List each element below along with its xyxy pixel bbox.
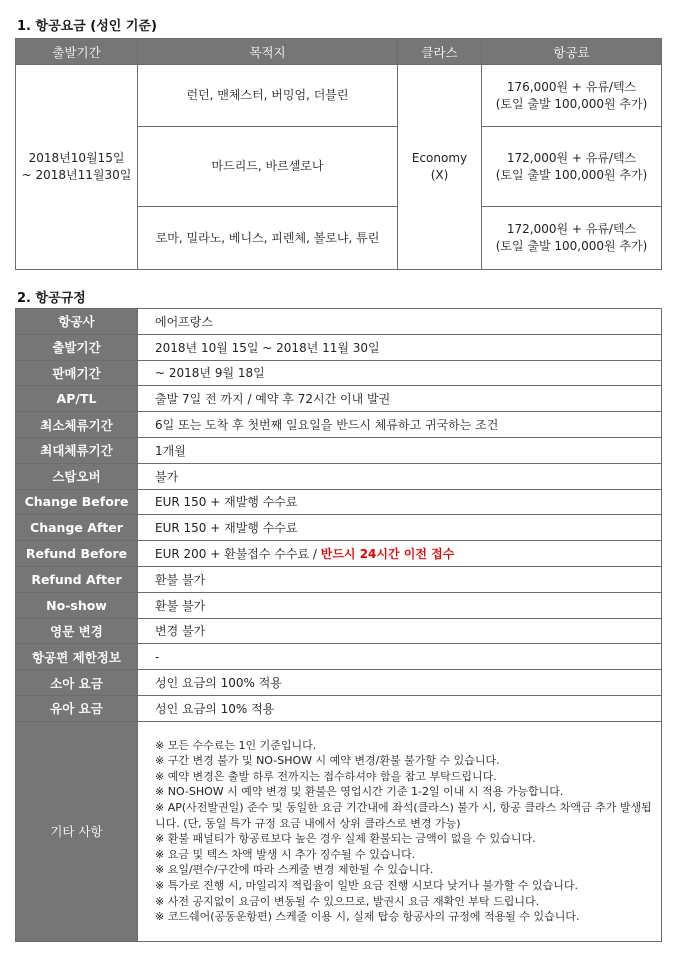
rule-row bbox=[16, 463, 662, 489]
rule-value: 환불 불가 bbox=[155, 598, 206, 613]
section1-title: 1. 항공요금 (성인 기준) bbox=[17, 19, 157, 34]
rule-value-cell bbox=[138, 515, 662, 541]
rule-label: 스탑오버 bbox=[16, 463, 138, 489]
fare-table bbox=[15, 38, 662, 270]
fare-cell bbox=[482, 65, 662, 127]
rule-value: 성인 요금의 100% 적용 bbox=[155, 676, 282, 691]
rule-value-cell bbox=[138, 360, 662, 386]
note-item: ※ 요금 및 텍스 차액 발생 시 추가 징수될 수 있습니다. bbox=[155, 847, 416, 861]
rule-row bbox=[16, 309, 662, 335]
rule-label: AP/TL bbox=[16, 386, 138, 412]
note-item: ※ 특가로 진행 시, 마일리지 적립율이 일반 요금 진행 시보다 낮거나 불가할 수 있습니다. bbox=[155, 879, 578, 893]
rule-value-cell bbox=[138, 463, 662, 489]
rule-value: 불가 bbox=[155, 469, 179, 484]
notes-cell bbox=[138, 721, 662, 941]
rule-row bbox=[16, 334, 662, 360]
rule-value-cell bbox=[138, 670, 662, 696]
section2-title: 2. 항공규정 bbox=[17, 291, 86, 306]
period-start: 2018년10월15일 bbox=[28, 151, 125, 165]
rule-value-cell bbox=[138, 618, 662, 644]
rule-label: 최대체류기간 bbox=[16, 437, 138, 463]
rule-row bbox=[16, 592, 662, 618]
rule-value: EUR 150 + 재발행 수수료 bbox=[155, 521, 298, 536]
fare-amount: 176,000원 + 유류/텍스 bbox=[506, 79, 637, 94]
rule-value-cell bbox=[138, 566, 662, 592]
rule-label: 판매기간 bbox=[16, 360, 138, 386]
rule-value-cell bbox=[138, 541, 662, 567]
header-destination: 목적지 bbox=[138, 39, 398, 65]
rule-value: ~ 2018년 9월 18일 bbox=[155, 366, 265, 381]
rule-label: Change Before bbox=[16, 489, 138, 515]
rule-value: 변경 불가 bbox=[155, 624, 206, 639]
rule-row bbox=[16, 541, 662, 567]
period-end: ~ 2018년11월30일 bbox=[21, 168, 132, 182]
note-item: ※ 코드쉐어(공동운항편) 스케줄 이용 시, 실제 탑승 항공사의 규정에 적용될 수 있습니다. bbox=[155, 910, 580, 924]
rule-row bbox=[16, 670, 662, 696]
note-item: ※ 환불 패널티가 항공료보다 높은 경우 실제 환불되는 금액이 없을 수 있습니다. bbox=[155, 832, 536, 846]
fare-note: (토일 출발 100,000원 추가) bbox=[495, 96, 648, 111]
rule-value: 6일 또는 도착 후 첫번째 일요일을 반드시 체류하고 귀국하는 조건 bbox=[155, 418, 499, 433]
rule-value: - bbox=[155, 649, 160, 664]
destination-cell: 마드리드, 바르셀로나 bbox=[138, 127, 398, 207]
rule-row bbox=[16, 360, 662, 386]
rule-value: 2018년 10월 15일 ~ 2018년 11월 30일 bbox=[155, 340, 380, 355]
table-row bbox=[16, 65, 662, 127]
fare-cell bbox=[482, 127, 662, 207]
rule-label: 출발기간 bbox=[16, 334, 138, 360]
note-item: ※ AP(사전발권일) 준수 및 동일한 요금 기간내에 좌석(클라스) 불가 시, 항공 클라스 차액금 추가 발생됩니다. (단, 동일 특가 규정 요금 내에서 상위 클라스로 변경 가능) bbox=[155, 801, 652, 830]
destination-cell: 로마, 밀라노, 베니스, 피렌체, 볼로냐, 튜린 bbox=[138, 207, 398, 270]
notes-label: 기타 사항 bbox=[16, 721, 138, 941]
rule-row bbox=[16, 566, 662, 592]
rule-value-cell bbox=[138, 489, 662, 515]
rule-value-cell bbox=[138, 309, 662, 335]
rule-label: 항공편 제한정보 bbox=[16, 644, 138, 670]
fare-table-header bbox=[16, 39, 662, 65]
header-class: 클라스 bbox=[398, 39, 482, 65]
rule-value-cell bbox=[138, 695, 662, 721]
rule-value-cell bbox=[138, 437, 662, 463]
note-item: ※ 예약 변경은 출발 하루 전까지는 접수하셔야 함을 참고 부탁드립니다. bbox=[155, 769, 497, 783]
header-fare: 항공료 bbox=[482, 39, 662, 65]
rule-value-cell bbox=[138, 334, 662, 360]
rule-highlight: 반드시 24시간 이전 접수 bbox=[320, 547, 455, 562]
rule-value-cell bbox=[138, 644, 662, 670]
fare-note: (토일 출발 100,000원 추가) bbox=[495, 167, 648, 182]
fare-note: (토일 출발 100,000원 추가) bbox=[495, 239, 648, 253]
note-item: ※ 사전 공지없이 요금이 변동될 수 있으므로, 발권시 요금 재확인 부탁 드립니다. bbox=[155, 894, 540, 908]
rule-label: 항공사 bbox=[16, 309, 138, 335]
rule-value: 1개월 bbox=[155, 443, 186, 458]
header-period: 출발기간 bbox=[16, 39, 138, 65]
rule-row bbox=[16, 412, 662, 438]
notes-row bbox=[16, 721, 662, 941]
rule-label: 영문 변경 bbox=[16, 618, 138, 644]
rule-value-cell bbox=[138, 386, 662, 412]
rule-label: Change After bbox=[16, 515, 138, 541]
rule-value: EUR 200 + 환불접수 수수료 / bbox=[155, 547, 321, 562]
period-cell bbox=[16, 65, 138, 270]
rule-row bbox=[16, 515, 662, 541]
note-item: ※ NO-SHOW 시 예약 변경 및 환불은 영업시간 기준 1-2일 이내 시 적용 가능합니다. bbox=[155, 785, 564, 799]
rule-value: 환불 불가 bbox=[155, 572, 206, 587]
rule-row bbox=[16, 489, 662, 515]
rule-row bbox=[16, 618, 662, 644]
rule-label: 소아 요금 bbox=[16, 670, 138, 696]
rule-row bbox=[16, 437, 662, 463]
rule-value: 에어프랑스 bbox=[155, 314, 213, 329]
rule-row bbox=[16, 644, 662, 670]
note-item: ※ 요일/편수/구간에 따라 스케줄 변경 제한될 수 있습니다. bbox=[155, 863, 434, 877]
class-code: (X) bbox=[430, 168, 449, 182]
rule-label: 최소체류기간 bbox=[16, 412, 138, 438]
rule-row bbox=[16, 695, 662, 721]
rule-label: Refund After bbox=[16, 566, 138, 592]
destination-cell: 런던, 맨체스터, 버밍엄, 더블린 bbox=[138, 65, 398, 127]
fare-amount: 172,000원 + 유류/텍스 bbox=[506, 150, 637, 165]
rule-row bbox=[16, 386, 662, 412]
rule-label: No-show bbox=[16, 592, 138, 618]
rule-value: 출발 7일 전 까지 / 예약 후 72시간 이내 발권 bbox=[155, 392, 391, 407]
rule-value: EUR 150 + 재발행 수수료 bbox=[155, 495, 298, 510]
rule-value-cell bbox=[138, 412, 662, 438]
class-name: Economy bbox=[411, 151, 468, 165]
rules-table bbox=[15, 308, 662, 942]
rule-value: 성인 요금의 10% 적용 bbox=[155, 701, 275, 716]
rule-label: 유아 요금 bbox=[16, 695, 138, 721]
fare-amount: 172,000원 + 유류/텍스 bbox=[506, 222, 637, 236]
fare-cell bbox=[482, 207, 662, 270]
rule-label: Refund Before bbox=[16, 541, 138, 567]
rule-value-cell bbox=[138, 592, 662, 618]
note-item: ※ 모든 수수료는 1인 기준입니다. bbox=[155, 738, 317, 752]
class-cell bbox=[398, 65, 482, 270]
note-item: ※ 구간 변경 불가 및 NO-SHOW 시 예약 변경/환불 불가할 수 있습니다. bbox=[155, 754, 500, 768]
